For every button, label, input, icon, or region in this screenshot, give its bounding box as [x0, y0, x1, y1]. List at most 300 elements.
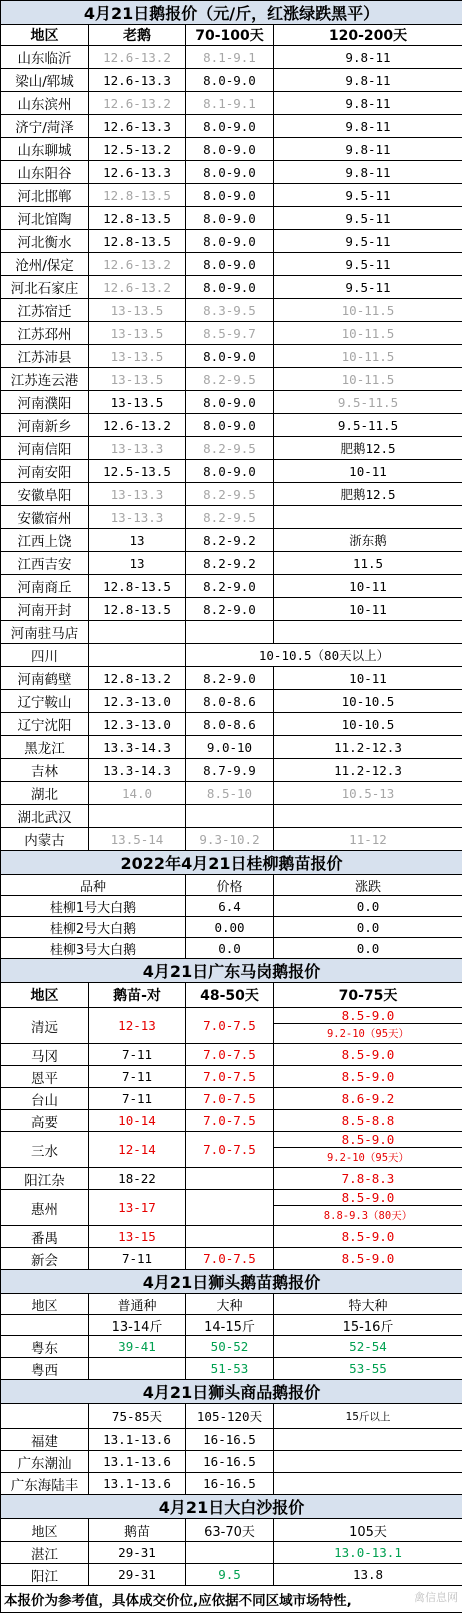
price-cell: 12.8-13.5 — [89, 230, 186, 253]
region-cell: 台山 — [1, 1088, 89, 1110]
region-cell: 河南新乡 — [1, 414, 89, 437]
price-cell: 10-11 — [274, 575, 462, 598]
price-cell: 7.0-7.5 — [186, 1248, 274, 1270]
price-cell: 13-13.5 — [89, 345, 186, 368]
table-row — [1, 1226, 462, 1248]
region-cell: 番禺 — [1, 1226, 89, 1248]
section-guiliu-gosling-prices — [1, 851, 462, 959]
price-cell: 8.5-9.0 — [274, 1226, 462, 1248]
price-cell — [186, 1168, 274, 1190]
region-cell: 江西吉安 — [1, 552, 89, 575]
price-cell: 10-11.5 — [274, 299, 462, 322]
price-cell: 13-13.5 — [89, 391, 186, 414]
section-title: 4月21日大白沙报价 — [1, 1495, 462, 1519]
column-header: 鹅苗-对 — [89, 983, 186, 1008]
price-cell: 13-13.3 — [89, 437, 186, 460]
price-cell: 13.0-13.1 — [274, 1542, 462, 1564]
price-cell: 8.1-9.1 — [186, 46, 274, 69]
region-cell: 江苏连云港 — [1, 368, 89, 391]
price-cell — [274, 1451, 462, 1473]
price-cell: 9.8-11 — [274, 46, 462, 69]
region-cell: 内蒙古 — [1, 828, 89, 851]
price-cell: 8.2-9.2 — [186, 529, 274, 552]
table-row — [1, 1564, 462, 1586]
price-cell: 12-13 — [89, 1008, 186, 1044]
region-cell: 广东潮汕 — [1, 1451, 89, 1473]
price-cell: 8.2-9.0 — [186, 575, 274, 598]
table-row — [1, 575, 462, 598]
watermark: 禽信息网 — [414, 1589, 458, 1605]
price-cell: 10-11 — [274, 598, 462, 621]
variety-cell: 桂柳1号大白鹅 — [1, 896, 186, 917]
price-cell: 16-16.5 — [186, 1473, 274, 1495]
column-header: 鹅苗 — [89, 1519, 186, 1542]
column-header: 105天 — [274, 1519, 462, 1542]
price-cell: 8.0-9.0 — [186, 230, 274, 253]
table-row — [1, 483, 462, 506]
table-row — [1, 644, 462, 667]
region-cell: 河南鹤壁 — [1, 667, 89, 690]
region-cell: 阳江 — [1, 1564, 89, 1586]
price-cell: 9.8-11 — [274, 69, 462, 92]
price-cell: 10-10.5 — [274, 713, 462, 736]
price-cell: 13-13.5 — [89, 322, 186, 345]
price-cell — [186, 805, 274, 828]
column-header: 老鹅 — [89, 25, 186, 46]
price-cell: 13-13.3 — [89, 506, 186, 529]
price-cell: 11-12 — [274, 828, 462, 851]
price-cell: 9.5-11.5 — [274, 414, 462, 437]
table-row — [1, 621, 462, 644]
region-cell: 安徽阜阳 — [1, 483, 89, 506]
table-row — [1, 138, 462, 161]
price-cell: 8.0-9.0 — [186, 414, 274, 437]
column-header: 63-70天 — [186, 1519, 274, 1542]
price-cell: 8.2-9.0 — [186, 667, 274, 690]
price-cell: 8.5-9.0 — [274, 1132, 462, 1148]
price-cell: 9.5-11 — [274, 253, 462, 276]
price-cell: 9.5-11 — [274, 184, 462, 207]
price-cell: 9.5-11 — [274, 207, 462, 230]
table-row — [1, 1168, 462, 1190]
region-cell: 河北邯郸 — [1, 184, 89, 207]
price-cell: 12.6-13.3 — [89, 115, 186, 138]
price-cell: 9.5-11 — [274, 276, 462, 299]
table-row — [1, 69, 462, 92]
price-cell: 8.0-9.0 — [186, 138, 274, 161]
table-row — [1, 1008, 462, 1024]
price-cell: 13-13.3 — [89, 483, 186, 506]
price-cell: 9.2-10（95天） — [274, 1148, 462, 1168]
price-cell: 13.5-14 — [89, 828, 186, 851]
price-cell — [186, 1226, 274, 1248]
table-row — [1, 437, 462, 460]
price-cell: 7.0-7.5 — [186, 1110, 274, 1132]
section-goose-prices — [1, 1, 462, 851]
price-cell: 10-11 — [274, 460, 462, 483]
table-row — [1, 713, 462, 736]
region-cell: 辽宁沈阳 — [1, 713, 89, 736]
price-cell: 13.1-13.6 — [89, 1473, 186, 1495]
table-row — [1, 391, 462, 414]
column-header: 涨跌 — [274, 875, 462, 896]
variety-cell: 桂柳2号大白鹅 — [1, 917, 186, 938]
price-cell: 8.2-9.5 — [186, 437, 274, 460]
table-row — [1, 1542, 462, 1564]
price-cell: 8.5-9.0 — [274, 1044, 462, 1066]
price-cell: 9.5 — [186, 1564, 274, 1586]
price-cell: 8.3-9.5 — [186, 299, 274, 322]
table-row — [1, 1088, 462, 1110]
column-header: 70-100天 — [186, 25, 274, 46]
price-cell: 12.6-13.2 — [89, 414, 186, 437]
price-cell: 10-11 — [274, 667, 462, 690]
price-cell: 7.0-7.5 — [186, 1088, 274, 1110]
price-cell: 12.3-13.0 — [89, 690, 186, 713]
column-header: 75-85天 — [89, 1404, 186, 1429]
table-row — [1, 1110, 462, 1132]
table-row — [1, 529, 462, 552]
column-header: 15斤以上 — [274, 1404, 462, 1429]
region-cell: 阳江杂 — [1, 1168, 89, 1190]
table-row — [1, 1473, 462, 1495]
table-row — [1, 598, 462, 621]
column-header: 70-75天 — [274, 983, 462, 1008]
price-cell: 9.3-10.2 — [186, 828, 274, 851]
price-cell: 11.2-12.3 — [274, 759, 462, 782]
price-cell: 7-11 — [89, 1088, 186, 1110]
header-row — [1, 1294, 462, 1315]
price-cell: 13.3-14.3 — [89, 736, 186, 759]
price-cell: 39-41 — [89, 1336, 186, 1358]
price-cell: 13-13.5 — [89, 299, 186, 322]
column-header: 105-120天 — [186, 1404, 274, 1429]
price-cell: 7.8-8.3 — [274, 1168, 462, 1190]
price-cell: 10-10.5 — [274, 690, 462, 713]
region-cell: 新会 — [1, 1248, 89, 1270]
region-cell: 高要 — [1, 1110, 89, 1132]
price-cell: 8.2-9.0 — [186, 598, 274, 621]
price-cell: 7.0-7.5 — [186, 1132, 274, 1168]
price-cell: 8.2-9.5 — [186, 483, 274, 506]
region-cell: 吉林 — [1, 759, 89, 782]
table-row — [1, 345, 462, 368]
price-cell: 29-31 — [89, 1542, 186, 1564]
region-cell: 山东聊城 — [1, 138, 89, 161]
price-cell: 51-53 — [186, 1358, 274, 1380]
section-title: 2022年4月21日桂柳鹅苗报价 — [1, 851, 462, 875]
price-cell: 13-13.5 — [89, 368, 186, 391]
price-cell: 16-16.5 — [186, 1429, 274, 1451]
table-row — [1, 276, 462, 299]
price-cell: 8.0-9.0 — [186, 345, 274, 368]
table-row — [1, 1190, 462, 1206]
price-cell: 52-54 — [274, 1336, 462, 1358]
price-cell — [89, 1358, 186, 1380]
price-cell: 0.00 — [186, 917, 274, 938]
column-header: 价格 — [186, 875, 274, 896]
price-cell: 8.8-9.3（80天） — [274, 1206, 462, 1226]
price-cell: 12.8-13.5 — [89, 575, 186, 598]
price-cell: 8.0-9.0 — [186, 161, 274, 184]
header-row — [1, 983, 462, 1008]
region-cell: 黑龙江 — [1, 736, 89, 759]
price-cell: 12.6-13.2 — [89, 276, 186, 299]
region-cell: 清远 — [1, 1008, 89, 1044]
section-magang-goose-prices — [1, 959, 462, 1270]
table-row — [1, 552, 462, 575]
table-row — [1, 460, 462, 483]
price-cell: 12.6-13.3 — [89, 69, 186, 92]
region-cell: 福建 — [1, 1429, 89, 1451]
price-cell: 10-11.5 — [274, 322, 462, 345]
price-cell: 8.5-9.0 — [274, 1248, 462, 1270]
table-row — [1, 230, 462, 253]
price-cell: 9.2-10（95天） — [274, 1024, 462, 1044]
price-cell: 9.8-11 — [274, 92, 462, 115]
price-cell: 9.8-11 — [274, 115, 462, 138]
section-shitou-commercial-prices — [1, 1380, 462, 1495]
table-row — [1, 115, 462, 138]
price-cell — [89, 805, 186, 828]
price-cell — [186, 621, 274, 644]
price-cell: 8.5-10 — [186, 782, 274, 805]
price-cell: 13 — [89, 552, 186, 575]
region-cell: 河南信阳 — [1, 437, 89, 460]
price-cell: 13.8 — [274, 1564, 462, 1586]
region-cell: 江苏沛县 — [1, 345, 89, 368]
region-cell: 河南开封 — [1, 598, 89, 621]
table-row — [1, 506, 462, 529]
region-cell: 梁山/郓城 — [1, 69, 89, 92]
region-cell: 江苏宿迁 — [1, 299, 89, 322]
column-header: 普通种 — [89, 1294, 186, 1315]
section-title: 4月21日广东马岗鹅报价 — [1, 959, 462, 983]
column-header — [1, 1404, 89, 1429]
price-cell: 0.0 — [186, 938, 274, 959]
price-cell: 7-11 — [89, 1066, 186, 1088]
price-cell: 12.5-13.2 — [89, 138, 186, 161]
table-row — [1, 736, 462, 759]
price-cell — [186, 1190, 274, 1226]
region-cell: 广东海陆丰 — [1, 1473, 89, 1495]
table-row — [1, 299, 462, 322]
price-cell: 7-11 — [89, 1248, 186, 1270]
table-row — [1, 207, 462, 230]
header-row — [1, 25, 462, 46]
column-header: 地区 — [1, 983, 89, 1008]
column-header: 13-14斤 — [89, 1315, 186, 1336]
price-cell: 12.8-13.5 — [89, 598, 186, 621]
table-row — [1, 368, 462, 391]
region-cell: 江西上饶 — [1, 529, 89, 552]
price-cell: 13.1-13.6 — [89, 1429, 186, 1451]
price-cell: 8.5-9.7 — [186, 322, 274, 345]
table-row — [1, 92, 462, 115]
price-cell: 8.2-9.2 — [186, 552, 274, 575]
region-cell: 三水 — [1, 1132, 89, 1168]
price-cell: 12.8-13.5 — [89, 207, 186, 230]
price-cell: 8.0-9.0 — [186, 69, 274, 92]
price-cell: 8.6-9.2 — [274, 1088, 462, 1110]
table-row — [1, 782, 462, 805]
region-cell: 河南安阳 — [1, 460, 89, 483]
price-cell: 13.1-13.6 — [89, 1451, 186, 1473]
table-row — [1, 46, 462, 69]
price-cell: 14.0 — [89, 782, 186, 805]
price-cell: 7.0-7.5 — [186, 1066, 274, 1088]
table-row — [1, 1429, 462, 1451]
region-cell: 河北石家庄 — [1, 276, 89, 299]
price-cell: 13 — [89, 529, 186, 552]
column-header: 48-50天 — [186, 983, 274, 1008]
price-cell: 8.0-9.0 — [186, 253, 274, 276]
price-cell: 12.6-13.2 — [89, 46, 186, 69]
price-cell: 12.6-13.2 — [89, 92, 186, 115]
price-cell: 肥鹅12.5 — [274, 483, 462, 506]
price-cell: 8.1-9.1 — [186, 92, 274, 115]
price-cell: 10-14 — [89, 1110, 186, 1132]
header-row — [1, 1519, 462, 1542]
column-header: 14-15斤 — [186, 1315, 274, 1336]
change-cell: 0.0 — [274, 917, 462, 938]
price-cell: 8.0-9.0 — [186, 184, 274, 207]
section-dabaisha-prices — [1, 1495, 462, 1586]
price-cell: 9.8-11 — [274, 161, 462, 184]
price-cell: 8.7-9.9 — [186, 759, 274, 782]
price-cell: 肥鹅12.5 — [274, 437, 462, 460]
price-cell: 8.5-9.0 — [274, 1190, 462, 1206]
section-title: 4月21日狮头商品鹅报价 — [1, 1380, 462, 1404]
price-cell — [274, 805, 462, 828]
price-cell: 8.0-9.0 — [186, 207, 274, 230]
change-cell: 0.0 — [274, 938, 462, 959]
price-cell: 12-14 — [89, 1132, 186, 1168]
region-cell: 惠州 — [1, 1190, 89, 1226]
disclaimer-note — [1, 1586, 462, 1613]
table-row — [1, 917, 462, 938]
column-header: 15-16斤 — [274, 1315, 462, 1336]
table-row — [1, 667, 462, 690]
section-title: 4月21日鹅报价（元/斤，红涨绿跌黑平） — [1, 1, 462, 25]
column-header: 地区 — [1, 1519, 89, 1542]
price-cell: 8.0-9.0 — [186, 276, 274, 299]
price-cell: 7-11 — [89, 1044, 186, 1066]
price-cell: 12.3-13.0 — [89, 713, 186, 736]
column-header: 大种 — [186, 1294, 274, 1315]
region-cell: 河南驻马店 — [1, 621, 89, 644]
table-row — [1, 1248, 462, 1270]
region-cell: 安徽宿州 — [1, 506, 89, 529]
price-cell: 8.0-9.0 — [186, 115, 274, 138]
price-cell: 12.8-13.5 — [89, 184, 186, 207]
price-cell: 12.6-13.3 — [89, 161, 186, 184]
price-cell: 8.5-9.0 — [274, 1066, 462, 1088]
table-row — [1, 1044, 462, 1066]
price-cell: 10-11.5 — [274, 368, 462, 391]
price-cell: 16-16.5 — [186, 1451, 274, 1473]
price-cell — [274, 506, 462, 529]
price-cell: 12.8-13.2 — [89, 667, 186, 690]
region-cell: 辽宁鞍山 — [1, 690, 89, 713]
table-row — [1, 1336, 462, 1358]
change-cell: 0.0 — [274, 896, 462, 917]
price-cell: 8.0-8.6 — [186, 713, 274, 736]
price-cell: 13.3-14.3 — [89, 759, 186, 782]
region-cell: 沧州/保定 — [1, 253, 89, 276]
price-cell: 29-31 — [89, 1564, 186, 1586]
price-cell: 8.5-9.0 — [274, 1008, 462, 1024]
table-row — [1, 253, 462, 276]
table-row — [1, 828, 462, 851]
price-cell: 9.5-11 — [274, 230, 462, 253]
table-row — [1, 1358, 462, 1380]
price-cell — [186, 1542, 274, 1564]
column-header: 品种 — [1, 875, 186, 896]
region-cell: 粤东 — [1, 1336, 89, 1358]
price-cell: 10-11.5 — [274, 345, 462, 368]
region-cell: 河北馆陶 — [1, 207, 89, 230]
table-row — [1, 759, 462, 782]
price-cell: 7.0-7.5 — [186, 1044, 274, 1066]
price-cell: 9.0-10 — [186, 736, 274, 759]
disclaimer-text: 本报价为参考值，具体成交价位,应依据不同区域市场特性, — [4, 1593, 352, 1609]
price-cell: 8.0-8.6 — [186, 690, 274, 713]
table-row — [1, 414, 462, 437]
table-row — [1, 805, 462, 828]
table-row — [1, 690, 462, 713]
price-cell: 50-52 — [186, 1336, 274, 1358]
price-cell: 9.8-11 — [274, 138, 462, 161]
column-header — [1, 1315, 89, 1336]
section-title: 4月21日狮头鹅苗鹅报价 — [1, 1270, 462, 1294]
table-row — [1, 184, 462, 207]
variety-cell: 桂柳3号大白鹅 — [1, 938, 186, 959]
region-cell: 河南商丘 — [1, 575, 89, 598]
column-header: 特大种 — [274, 1294, 462, 1315]
price-cell — [89, 621, 186, 644]
section-shitou-gosling-prices — [1, 1270, 462, 1380]
price-cell: 12.5-13.5 — [89, 460, 186, 483]
price-cell: 53-55 — [274, 1358, 462, 1380]
price-cell: 11.5 — [274, 552, 462, 575]
price-cell: 11.2-12.3 — [274, 736, 462, 759]
price-cell: 8.0-9.0 — [186, 391, 274, 414]
region-cell: 湛江 — [1, 1542, 89, 1564]
region-cell: 山东阳谷 — [1, 161, 89, 184]
region-cell: 河北衡水 — [1, 230, 89, 253]
price-cell: 6.4 — [186, 896, 274, 917]
price-cell: 10.5-13 — [274, 782, 462, 805]
table-row — [1, 322, 462, 345]
table-row — [1, 161, 462, 184]
header-row — [1, 1315, 462, 1336]
region-cell: 粤西 — [1, 1358, 89, 1380]
region-cell: 河南濮阳 — [1, 391, 89, 414]
region-cell: 恩平 — [1, 1066, 89, 1088]
region-cell: 山东滨州 — [1, 92, 89, 115]
table-row — [1, 1451, 462, 1473]
price-cell: 浙东鹅 — [274, 529, 462, 552]
region-cell: 湖北 — [1, 782, 89, 805]
column-header: 地区 — [1, 25, 89, 46]
column-header: 120-200天 — [274, 25, 462, 46]
price-cell: 13-15 — [89, 1226, 186, 1248]
table-row — [1, 1132, 462, 1148]
column-header: 地区 — [1, 1294, 89, 1315]
region-cell: 济宁/菏泽 — [1, 115, 89, 138]
table-row — [1, 938, 462, 959]
